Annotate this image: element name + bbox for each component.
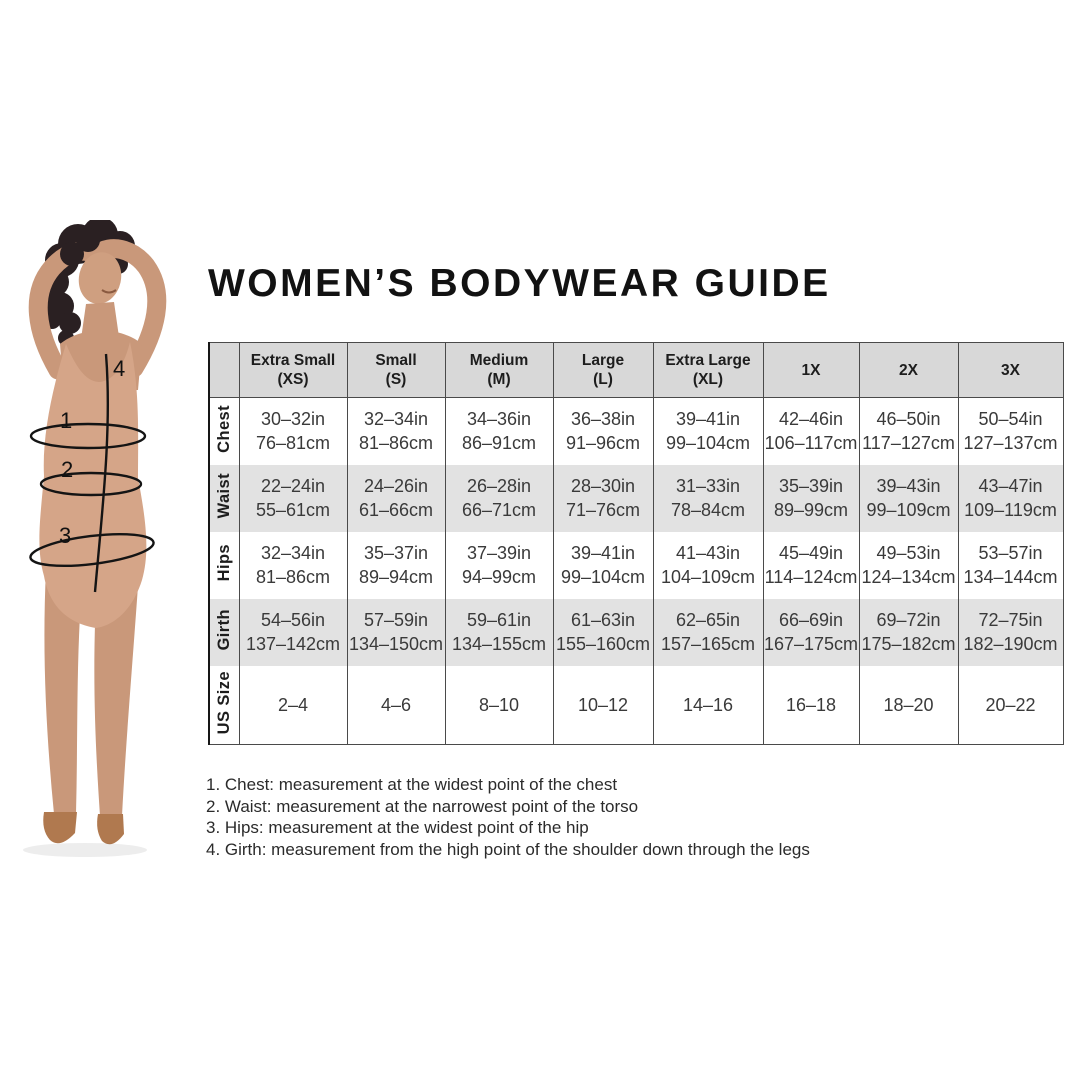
column-header-extra-large: Extra Large (XL) bbox=[653, 343, 763, 398]
size-cell: 4–6 bbox=[347, 666, 445, 745]
size-cell: 66–69in 167–175cm bbox=[763, 599, 859, 666]
row-label: Waist bbox=[209, 465, 239, 532]
column-header-3x: 3X bbox=[958, 343, 1063, 398]
size-cell: 35–37in 89–94cm bbox=[347, 532, 445, 599]
footnote-chest: 1. Chest: measurement at the widest point of the chest bbox=[206, 775, 618, 794]
marker-3: 3 bbox=[59, 523, 72, 548]
size-chart-table bbox=[208, 342, 1064, 745]
row-label: Chest bbox=[209, 398, 239, 465]
bodysuit bbox=[39, 342, 146, 628]
size-cell: 59–61in 134–155cm bbox=[445, 599, 553, 666]
size-cell: 32–34in 81–86cm bbox=[347, 398, 445, 465]
footnote-waist: 2. Waist: measurement at the narrowest point of the torso bbox=[206, 796, 639, 816]
table-row-hips bbox=[209, 532, 1063, 599]
table-row-girth bbox=[209, 599, 1063, 666]
corner-cell bbox=[209, 343, 239, 398]
marker-2: 2 bbox=[61, 457, 74, 482]
page-title: WOMEN’S BODYWEAR GUIDE bbox=[208, 262, 831, 305]
size-cell: 31–33in 78–84cm bbox=[653, 465, 763, 532]
size-cell: 43–47in 109–119cm bbox=[958, 465, 1063, 532]
marker-4: 4 bbox=[113, 356, 126, 381]
size-cell: 46–50in 117–127cm bbox=[859, 398, 958, 465]
footnote-girth: 4. Girth: measurement from the high point of the shoulder down through the legs bbox=[206, 839, 810, 859]
size-cell: 30–32in 76–81cm bbox=[239, 398, 347, 465]
size-cell: 42–46in 106–117cm bbox=[763, 398, 859, 465]
size-cell: 2–4 bbox=[239, 666, 347, 745]
footnotes bbox=[206, 774, 810, 860]
size-cell: 26–28in 66–71cm bbox=[445, 465, 553, 532]
table-row-chest bbox=[209, 398, 1063, 465]
size-cell: 37–39in 94–99cm bbox=[445, 532, 553, 599]
table-row-waist bbox=[209, 465, 1063, 532]
size-cell: 72–75in 182–190cm bbox=[958, 599, 1063, 666]
size-cell: 35–39in 89–99cm bbox=[763, 465, 859, 532]
table-body bbox=[209, 398, 1063, 745]
size-cell: 36–38in 91–96cm bbox=[553, 398, 653, 465]
size-cell: 39–41in 99–104cm bbox=[553, 532, 653, 599]
size-cell: 28–30in 71–76cm bbox=[553, 465, 653, 532]
size-cell: 22–24in 55–61cm bbox=[239, 465, 347, 532]
size-cell: 8–10 bbox=[445, 666, 553, 745]
size-cell: 62–65in 157–165cm bbox=[653, 599, 763, 666]
floor-shadow bbox=[23, 843, 147, 857]
column-header-small: Small (S) bbox=[347, 343, 445, 398]
size-cell: 57–59in 134–150cm bbox=[347, 599, 445, 666]
table-header bbox=[209, 343, 1063, 398]
model-figure bbox=[0, 220, 212, 870]
size-cell: 41–43in 104–109cm bbox=[653, 532, 763, 599]
size-cell: 20–22 bbox=[958, 666, 1063, 745]
size-cell: 50–54in 127–137cm bbox=[958, 398, 1063, 465]
size-cell: 39–43in 99–109cm bbox=[859, 465, 958, 532]
column-header-2x: 2X bbox=[859, 343, 958, 398]
size-cell: 45–49in 114–124cm bbox=[763, 532, 859, 599]
size-cell: 39–41in 99–104cm bbox=[653, 398, 763, 465]
size-cell: 24–26in 61–66cm bbox=[347, 465, 445, 532]
row-label: Girth bbox=[209, 599, 239, 666]
size-cell: 54–56in 137–142cm bbox=[239, 599, 347, 666]
size-cell: 34–36in 86–91cm bbox=[445, 398, 553, 465]
column-header-large: Large (L) bbox=[553, 343, 653, 398]
size-cell: 32–34in 81–86cm bbox=[239, 532, 347, 599]
model-illustration bbox=[0, 220, 212, 870]
column-header-extra-small: Extra Small (XS) bbox=[239, 343, 347, 398]
row-label: Hips bbox=[209, 532, 239, 599]
size-cell: 61–63in 155–160cm bbox=[553, 599, 653, 666]
size-cell: 53–57in 134–144cm bbox=[958, 532, 1063, 599]
size-cell: 49–53in 124–134cm bbox=[859, 532, 958, 599]
size-cell: 14–16 bbox=[653, 666, 763, 745]
marker-1: 1 bbox=[60, 408, 73, 433]
column-header-1x: 1X bbox=[763, 343, 859, 398]
size-cell: 10–12 bbox=[553, 666, 653, 745]
size-cell: 18–20 bbox=[859, 666, 958, 745]
size-cell: 69–72in 175–182cm bbox=[859, 599, 958, 666]
footnote-hips: 3. Hips: measurement at the widest point of the hip bbox=[206, 818, 589, 837]
table-row-us-size bbox=[209, 666, 1063, 745]
size-cell: 16–18 bbox=[763, 666, 859, 745]
row-label: US Size bbox=[209, 666, 239, 745]
shoes bbox=[43, 812, 124, 844]
column-header-medium: Medium (M) bbox=[445, 343, 553, 398]
